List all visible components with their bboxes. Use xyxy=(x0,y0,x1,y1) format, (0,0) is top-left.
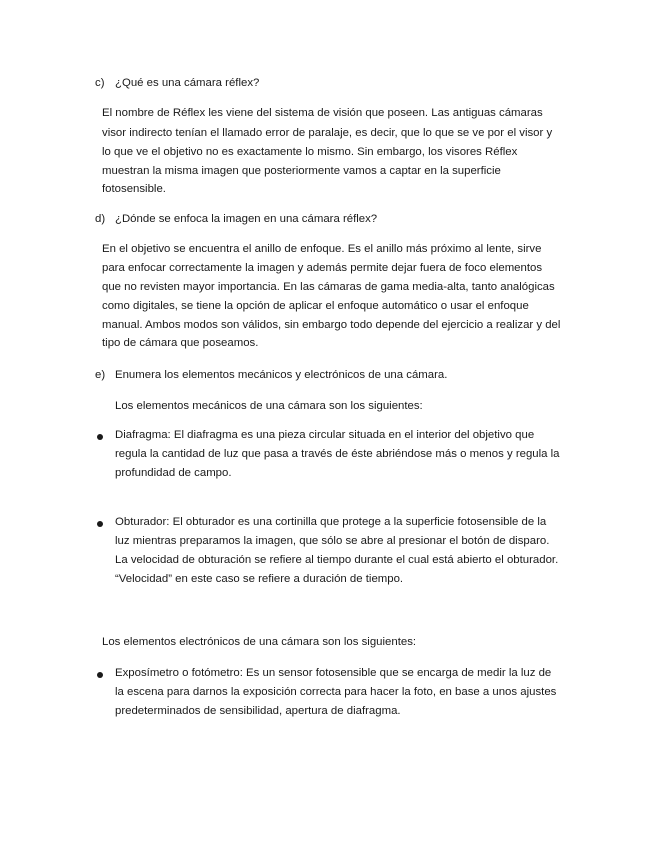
question-e xyxy=(95,368,447,383)
exposimetro-line: predeterminados de sensibilidad, apertura de diafragma. xyxy=(115,705,401,717)
diafragma-line: Diafragma: El diafragma es una pieza circular situada en el interior del objetivo que xyxy=(115,429,535,441)
question-c-label: c) xyxy=(95,77,105,89)
answer-c-line: fotosensible. xyxy=(102,183,166,195)
obturador-line: luz mientras preparamos la imagen, que sólo se abre al presionar el botón de disparo. xyxy=(115,535,550,547)
diafragma-line: regula la cantidad de luz que pasa a través de éste abriéndose más o menos y regula la xyxy=(115,448,560,460)
exposimetro-line: la escena para darnos la exposición correcta para hacer la foto, en base a unos ajustes xyxy=(115,686,557,698)
obturador-line: La velocidad de obturación se refiere al tiempo durante el cual está abierto el obturador. xyxy=(115,554,559,566)
answer-c-line: El nombre de Réflex les viene del sistema de visión que poseen. Las antiguas cámaras xyxy=(102,107,543,119)
exposimetro-line: Exposímetro o fotómetro: Es un sensor fotosensible que se encarga de medir la luz de xyxy=(115,667,552,679)
answer-d-line: para enfocar correctamente la imagen y además permite dejar fuera de foco elementos xyxy=(102,262,543,274)
answer-c-line: visor indirecto tenían el llamado error de paralaje, es decir, que lo que se ve por el visor y xyxy=(102,127,553,139)
obturador-line: Obturador: El obturador es una cortinilla que protege a la superficie fotosensible de la xyxy=(115,516,547,528)
answer-d-line: como digitales, se tiene la opción de aplicar el enfoque automático o usar el enfoque xyxy=(102,300,529,312)
bullet-icon xyxy=(97,434,103,440)
answer-d-line: que no revisten mayor importancia. En las cámaras de gama media-alta, tanto analógicas xyxy=(102,281,555,293)
obturador-line: “Velocidad” en este caso se refiere a duración de tiempo. xyxy=(115,573,404,585)
bullet-icon xyxy=(97,521,103,527)
answer-c-line: lo que ve el objetivo no es exactamente lo mismo. Sin embargo, los visores Réflex xyxy=(102,146,518,158)
answer-d-line: En el objetivo se encuentra el anillo de enfoque. Es el anillo más próximo al lente, sirve xyxy=(102,243,542,255)
question-d xyxy=(95,212,377,227)
bullet-icon xyxy=(97,672,103,678)
answer-d-line: tipo de cámara que poseamos. xyxy=(102,337,259,349)
answer-d-line: manual. Ambos modos son válidos, sin embargo todo depende del ejercicio a realizar y del xyxy=(102,319,561,331)
answer-c-line: muestran la misma imagen que posteriormente vamos a captar en la superficie xyxy=(102,165,501,177)
mechanical-intro: Los elementos mecánicos de una cámara son los siguientes: xyxy=(115,400,423,412)
electronic-intro: Los elementos electrónicos de una cámara son los siguientes: xyxy=(102,636,417,648)
question-c xyxy=(95,76,259,91)
question-e-label: e) xyxy=(95,369,106,381)
question-d-title: ¿Dónde se enfoca la imagen en una cámara réflex? xyxy=(115,213,378,225)
question-c-title: ¿Qué es una cámara réflex? xyxy=(115,77,260,89)
question-e-title: Enumera los elementos mecánicos y electrónicos de una cámara. xyxy=(115,369,448,381)
diafragma-line: profundidad de campo. xyxy=(115,467,232,479)
question-d-label: d) xyxy=(95,213,106,225)
